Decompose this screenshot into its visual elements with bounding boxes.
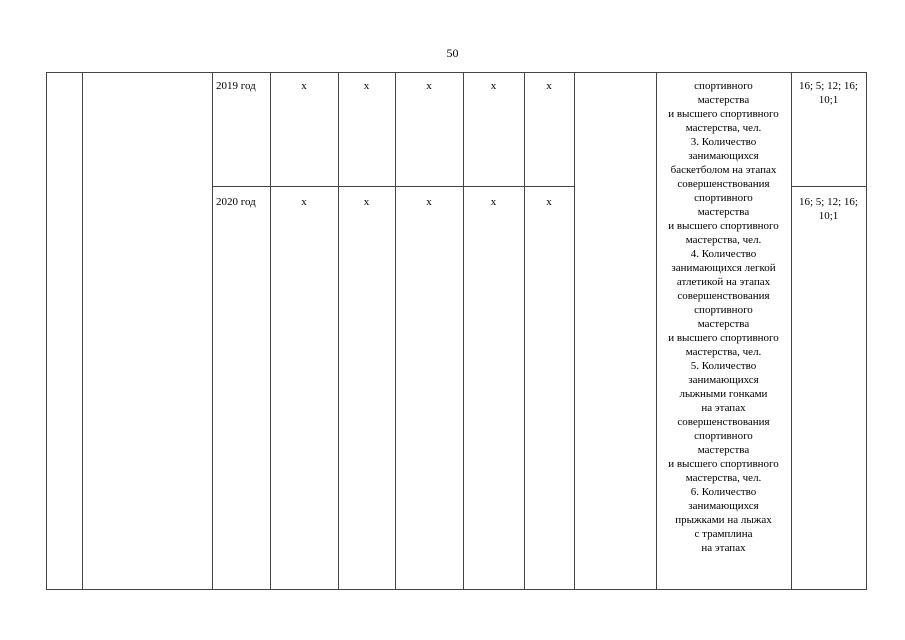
- col-border: [82, 72, 83, 590]
- col-border: [574, 72, 575, 590]
- indicator-description: спортивного мастерства и высшего спортивного мастерства, чел. 3. Количество занимающихся баскетболом на этапах совершенствования спортивного мастерства и высшего спортивного мастерства, чел. 4. Количество занимающихся легкой атлетикой на этапах совершенствования спортивного мастерства и высшего спортивного мастерства, чел. 5. Количество занимающихся лыжными гонками на этапах совершенствования спортивного мастерства и высшего спортивного мастерства, чел. 6. Количество занимающихся прыжками на лыжах с трамплина на этапах: [668, 80, 779, 554]
- value-cell: х: [426, 196, 432, 208]
- col-border: [46, 72, 47, 590]
- col-border: [524, 72, 525, 590]
- table-top-border: [46, 72, 867, 73]
- value-cell: х: [426, 80, 432, 92]
- col-border: [212, 72, 213, 590]
- col-border: [395, 72, 396, 590]
- col-border: [463, 72, 464, 590]
- row-divider-left: [212, 186, 574, 187]
- page-number: 50: [446, 46, 459, 60]
- target-value-cell: 16; 5; 12; 16; 10;1: [799, 196, 858, 222]
- table-bottom-border: [46, 589, 867, 590]
- value-cell: х: [301, 196, 307, 208]
- year-cell-2019: 2019 год: [216, 80, 256, 92]
- value-cell: х: [301, 80, 307, 92]
- year-cell-2020: 2020 год: [216, 196, 256, 208]
- value-cell: х: [546, 80, 552, 92]
- col-border: [866, 72, 867, 590]
- row-divider-right: [791, 186, 867, 187]
- value-cell: х: [363, 196, 370, 208]
- data-table: [46, 72, 867, 590]
- value-cell: х: [490, 196, 497, 208]
- value-cell: х: [490, 80, 497, 92]
- col-border: [791, 72, 792, 590]
- value-cell: х: [546, 196, 552, 208]
- col-border: [270, 72, 271, 590]
- value-cell: х: [363, 80, 370, 92]
- target-value-cell: 16; 5; 12; 16; 10;1: [799, 80, 858, 106]
- col-border: [338, 72, 339, 590]
